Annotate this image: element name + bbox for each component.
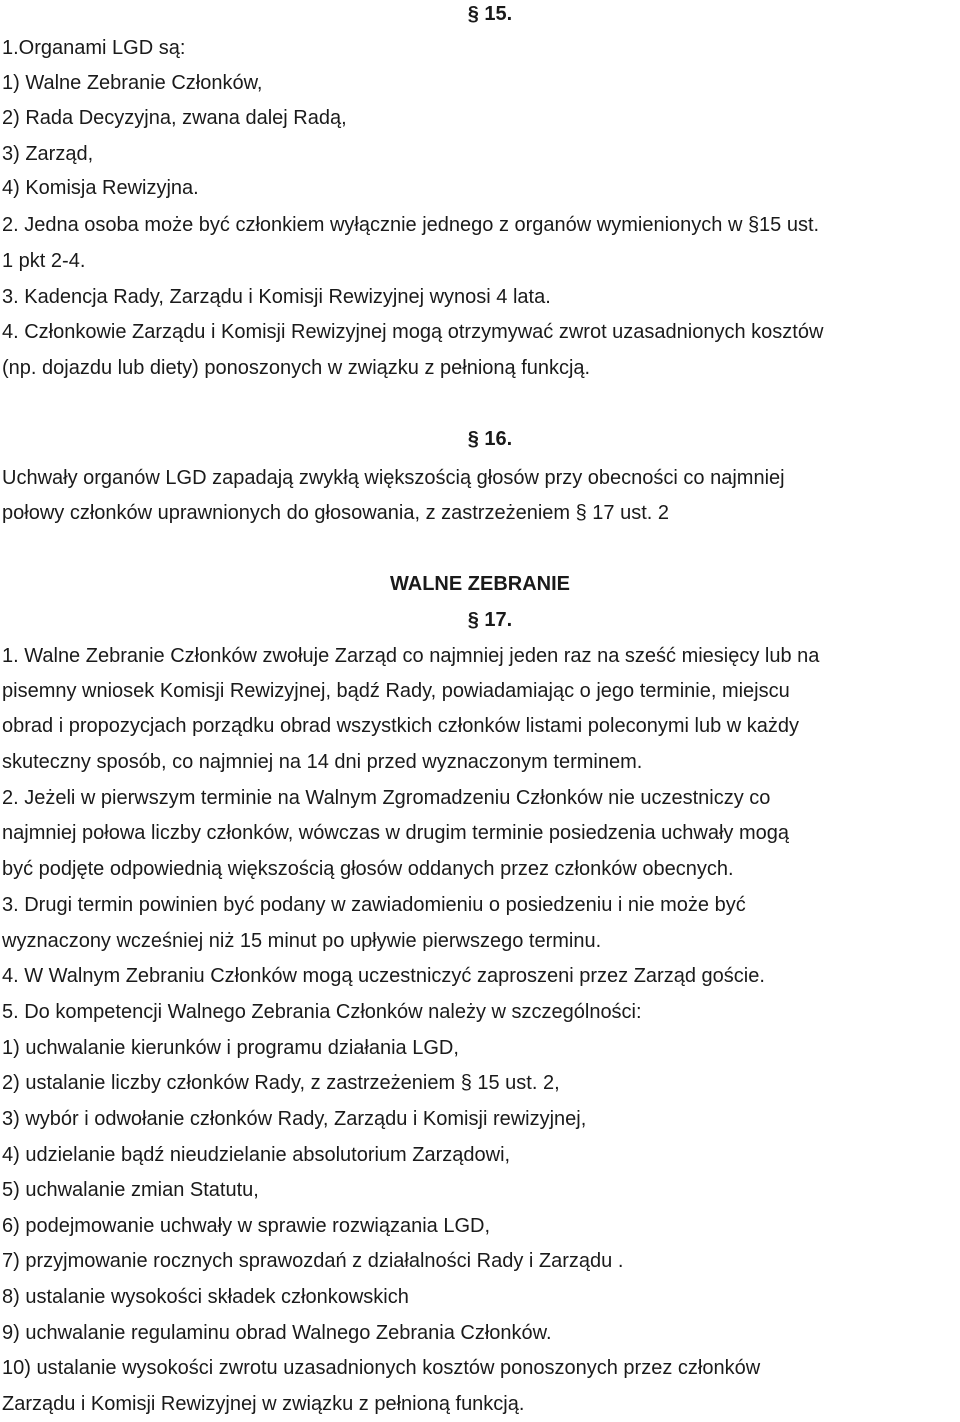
- s17-line-22: Zarządu i Komisji Rewizyjnej w związku z pełnioną funkcją.: [2, 1393, 525, 1415]
- s16-line-1: Uchwały organów LGD zapadają zwykłą większością głosów przy obecności co najmniej: [2, 467, 785, 489]
- s17-line-11: 5. Do kompetencji Walnego Zebrania Członków należy w szczególności:: [2, 1001, 642, 1023]
- s17-line-15: 4) udzielanie bądź nieudzielanie absolutorium Zarządowi,: [2, 1144, 511, 1166]
- s15-line-1: 1.Organami LGD są:: [2, 37, 186, 59]
- s17-line-16: 5) uchwalanie zmian Statutu,: [2, 1179, 259, 1201]
- s15-line-10: (np. dojazdu lub diety) ponoszonych w związku z pełnioną funkcją.: [2, 357, 591, 379]
- s16-line-2: połowy członków uprawnionych do głosowania, z zastrzeżeniem § 17 ust. 2: [2, 502, 670, 524]
- s17-line-10: 4. W Walnym Zebraniu Członków mogą uczestniczyć zaproszeni przez Zarząd goście.: [2, 965, 765, 987]
- s15-line-8: 3. Kadencja Rady, Zarządu i Komisji Rewizyjnej wynosi 4 lata.: [2, 286, 551, 308]
- s15-line-9: 4. Członkowie Zarządu i Komisji Rewizyjnej mogą otrzymywać zwrot uzasadnionych kosztów: [2, 321, 824, 343]
- s17-line-8: 3. Drugi termin powinien być podany w zawiadomieniu o posiedzeniu i nie może być: [2, 894, 746, 916]
- s15-line-6: 2. Jedna osoba może być członkiem wyłącznie jednego z organów wymienionych w §15 ust.: [2, 214, 820, 236]
- s17-line-3: obrad i propozycjach porządku obrad wszystkich członków listami poleconymi lub w każdy: [2, 715, 800, 737]
- s15-line-7: 1 pkt 2-4.: [2, 250, 86, 272]
- chapter-title: WALNE ZEBRANIE: [390, 573, 570, 595]
- s17-line-17: 6) podejmowanie uchwały w sprawie rozwiązania LGD,: [2, 1215, 490, 1237]
- section-16-heading: § 16.: [467, 428, 513, 450]
- s17-line-20: 9) uchwalanie regulaminu obrad Walnego Zebrania Członków.: [2, 1322, 552, 1344]
- section-17-heading: § 17.: [467, 609, 513, 631]
- s15-line-3: 2) Rada Decyzyjna, zwana dalej Radą,: [2, 107, 347, 129]
- s17-line-19: 8) ustalanie wysokości składek członkowskich: [2, 1286, 409, 1308]
- s15-line-5: 4) Komisja Rewizyjna.: [2, 177, 199, 199]
- s17-line-6: najmniej połowa liczby członków, wówczas w drugim terminie posiedzenia uchwały mogą: [2, 822, 790, 844]
- s17-line-7: być podjęte odpowiednią większością głosów oddanych przez członków obecnych.: [2, 858, 734, 880]
- s17-line-5: 2. Jeżeli w pierwszym terminie na Walnym Zgromadzeniu Członków nie uczestniczy co: [2, 787, 771, 809]
- s17-line-13: 2) ustalanie liczby członków Rady, z zastrzeżeniem § 15 ust. 2,: [2, 1072, 560, 1094]
- s17-line-1: 1. Walne Zebranie Członków zwołuje Zarząd co najmniej jeden raz na sześć miesięcy lub na: [2, 645, 820, 667]
- s15-line-4: 3) Zarząd,: [2, 143, 94, 165]
- s17-line-14: 3) wybór i odwołanie członków Rady, Zarządu i Komisji rewizyjnej,: [2, 1108, 587, 1130]
- s17-line-18: 7) przyjmowanie rocznych sprawozdań z działalności Rady i Zarządu .: [2, 1250, 624, 1272]
- section-15-heading: § 15.: [467, 3, 513, 25]
- s17-line-2: pisemny wniosek Komisji Rewizyjnej, bądź Rady, powiadamiając o jego terminie, miejscu: [2, 680, 790, 702]
- s17-line-21: 10) ustalanie wysokości zwrotu uzasadnionych kosztów ponoszonych przez członków: [2, 1357, 761, 1379]
- s17-line-12: 1) uchwalanie kierunków i programu działania LGD,: [2, 1037, 459, 1059]
- s17-line-4: skuteczny sposób, co najmniej na 14 dni przed wyznaczonym terminem.: [2, 751, 643, 773]
- s15-line-2: 1) Walne Zebranie Członków,: [2, 72, 263, 94]
- s17-line-9: wyznaczony wcześniej niż 15 minut po upływie pierwszego terminu.: [2, 930, 602, 952]
